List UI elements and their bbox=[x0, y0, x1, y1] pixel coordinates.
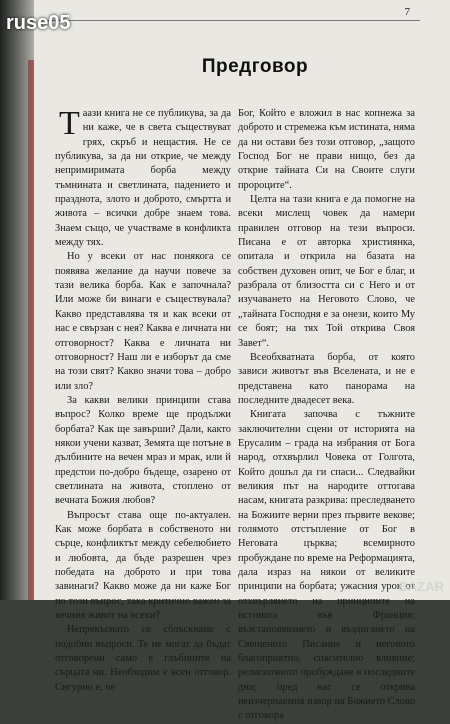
right-column bbox=[238, 107, 415, 724]
paragraph-7: Целта на тази книга е да помогне на всеки мислещ човек да намери правилен отговор на тези въпроси. Писана е от авторка християнка, опитала и открила на базата на собствен духовен опит, че Бог е благ, и разбрала от близостта си с Него и от изучаването на Неговото Слово, че „тайната Господня е за онези, които Му се боят; на тях Той открива Своя Завет“. bbox=[238, 194, 415, 349]
paragraph-9: Книгата започва с тъжните заключителни сцени от историята на Ерусалим – града на избрания от Бога народ, отхвърлил Човека от Голгота, Който дошъл да ги спаси... Следвайки великия път на народите оттогава насам, книгата разкрива: преследването на Божиите верни през първите векове; голямото отстъпление от Бог в Неговата църква; всемирното пробуждане по време на Реформацията, дала израз на някои от великите принципи на борбата; ужасния урок от отхвърлянето на принципите на истината във Франция; възстановяването и въздигането на Свещеното Писание и неговото благоприятно, спасително влияние; религиозното пробуждане в последните дни; пред нас се открива неизчерпаемия извор на Божието Слово с отговора bbox=[238, 409, 416, 722]
paragraph-text: аази книга не се публикува, за да ни каже, че в света съществуват грях, скръб и нещастия. Не се публикува, за да ни открие, че между непримиримата борба между тъмнината и светлината, падението и празднота, злото и доброто, смъртта и живота – всички добре знаем това. Знаем също, че участваме в конфликта между тях. bbox=[55, 108, 231, 249]
drop-cap: Т bbox=[59, 105, 80, 142]
header-rule bbox=[48, 20, 420, 21]
paragraph-4: Въпросът става още по-актуален. Как може борбата в собственото ни сърце, конфликтът между себелюбието и любовта, да бъде разрешен чрез победата на доброто и при това завинаги? Какво може да ни каже Бог по този въпрос, така критично важен за вечния живот на всеки? bbox=[55, 509, 231, 622]
paragraph-6: Бог, Който е вложил в нас копнежа за доброто и стремежа към истината, няма да ни остави без този отговор, „защото Господ Бог не прави нищо, без да открие тайната Си на Своите слуги пророците“. bbox=[238, 108, 415, 191]
left-column bbox=[55, 107, 231, 695]
corner-logo: BAZAR bbox=[398, 579, 444, 594]
paragraph-3: За какви велики принципи става въпрос? Колко време ще продължи борбата? Как ще завърши? Дали, както някои учени казват, Земята ще потъне в дълбините на вечен мраз и мрак, или й предстои по-добро бъдеще, озарено от светлината на живота, стоплено от вечната Божия любов? bbox=[55, 394, 231, 507]
paragraph-5: Непрекъснато се сблъскваме с подобни въпроси. Те не могат да бъдат отговорени само в глъбините на сърцата ни. Необходим е ясен отговор. Сигурно е, че bbox=[55, 624, 231, 693]
paragraph-8: Всеобхватната борба, от която зависи животът във Вселената, и не е представена като панорама на последните двадесет века. bbox=[238, 351, 415, 406]
paragraph-2: Но у всеки от нас понякога се появява желание да научи повече за тази велика борба. Как е започнала? Или може би винаги е съществувала? Какво представлява тя и как всеки от нас е свързан с нея? Каква е личната ни отговорност? Каква е личната ни отговорност? Наш ли е изборът да сме на този свят? Какво значи това – добро или зло? bbox=[55, 251, 231, 392]
page-title: Предговор bbox=[201, 56, 309, 77]
page-number: 7 bbox=[404, 6, 410, 18]
watermark-text: ruse05 bbox=[6, 12, 71, 34]
paragraph-1 bbox=[55, 107, 231, 250]
